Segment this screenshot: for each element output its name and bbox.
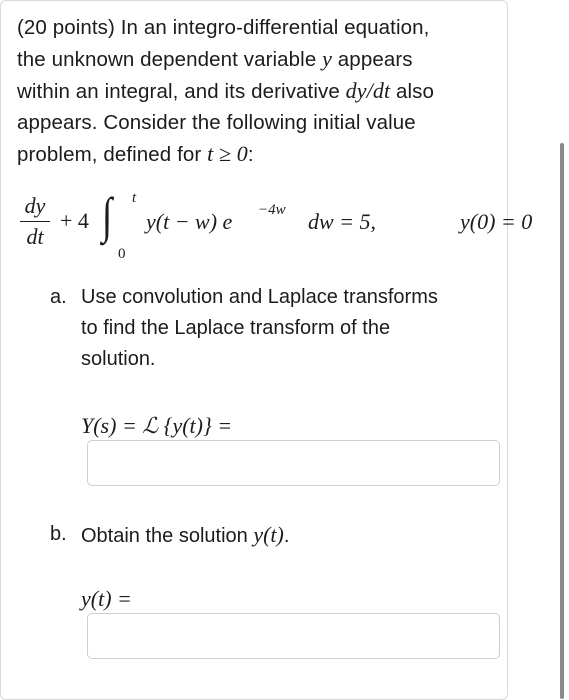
solution-formula — [81, 583, 132, 616]
intro-line-3 — [17, 75, 497, 107]
domain-condition: t ≥ 0 — [207, 141, 248, 166]
part-a-prompt — [81, 282, 501, 375]
derivative-dy-dt: dy/dt — [345, 78, 391, 103]
integrand: y(t − w) e — [146, 209, 233, 234]
intro-line-3-text: within an integral, and its derivative — [17, 80, 346, 103]
solution-answer-input[interactable] — [87, 613, 500, 659]
exponent: −4w — [258, 202, 286, 218]
intro-line-2-text: the unknown dependent variable — [17, 48, 323, 71]
part-a-line-1: Use convolution and Laplace transforms — [81, 286, 438, 308]
vertical-scrollbar[interactable] — [560, 143, 564, 699]
part-b-prompt — [81, 519, 289, 552]
intro-line-3-end: also — [390, 80, 434, 103]
laplace-formula-text: Y(s) = ℒ {y(t)} = — [81, 413, 233, 438]
intro-line-5 — [17, 138, 497, 170]
part-a-line-2: to find the Laplace transform of the — [81, 317, 391, 339]
derivative-fraction — [20, 192, 50, 251]
intro-line-5-text: problem, defined for — [17, 143, 208, 166]
part-b-marker: b. — [50, 523, 67, 545]
solution-formula-text: y(t) = — [81, 586, 132, 611]
variable-y: y — [322, 46, 333, 71]
intro-line-2 — [17, 43, 497, 75]
differential-equals-five: dw = 5, — [308, 209, 377, 234]
fraction-denominator: dt — [26, 224, 44, 250]
intro-line-1: (20 points) In an integro-differential equation, — [17, 16, 430, 39]
integral-sign: ∫ — [102, 187, 113, 243]
part-a-line-3: solution. — [81, 348, 156, 370]
solution-variable: y(t) — [253, 522, 284, 547]
laplace-formula — [81, 410, 232, 441]
intro-line-2-end: appears — [332, 48, 413, 71]
intro-line-5-end: : — [247, 143, 254, 166]
integral-lower-limit: 0 — [118, 246, 126, 262]
intro-line-4: appears. Consider the following initial value — [17, 111, 416, 134]
fraction-bar — [20, 221, 50, 222]
part-b-period: . — [283, 525, 290, 547]
part-a-marker: a. — [50, 286, 67, 308]
initial-condition: y(0) = 0 — [460, 209, 533, 234]
integral-upper-limit: t — [132, 190, 137, 206]
plus-four-term: + 4 — [60, 208, 89, 233]
laplace-answer-input[interactable] — [87, 440, 500, 486]
problem-statement — [17, 12, 497, 170]
fraction-numerator: dy — [24, 193, 46, 218]
part-b-text: Obtain the solution — [81, 525, 254, 547]
integro-differential-equation — [18, 188, 569, 268]
